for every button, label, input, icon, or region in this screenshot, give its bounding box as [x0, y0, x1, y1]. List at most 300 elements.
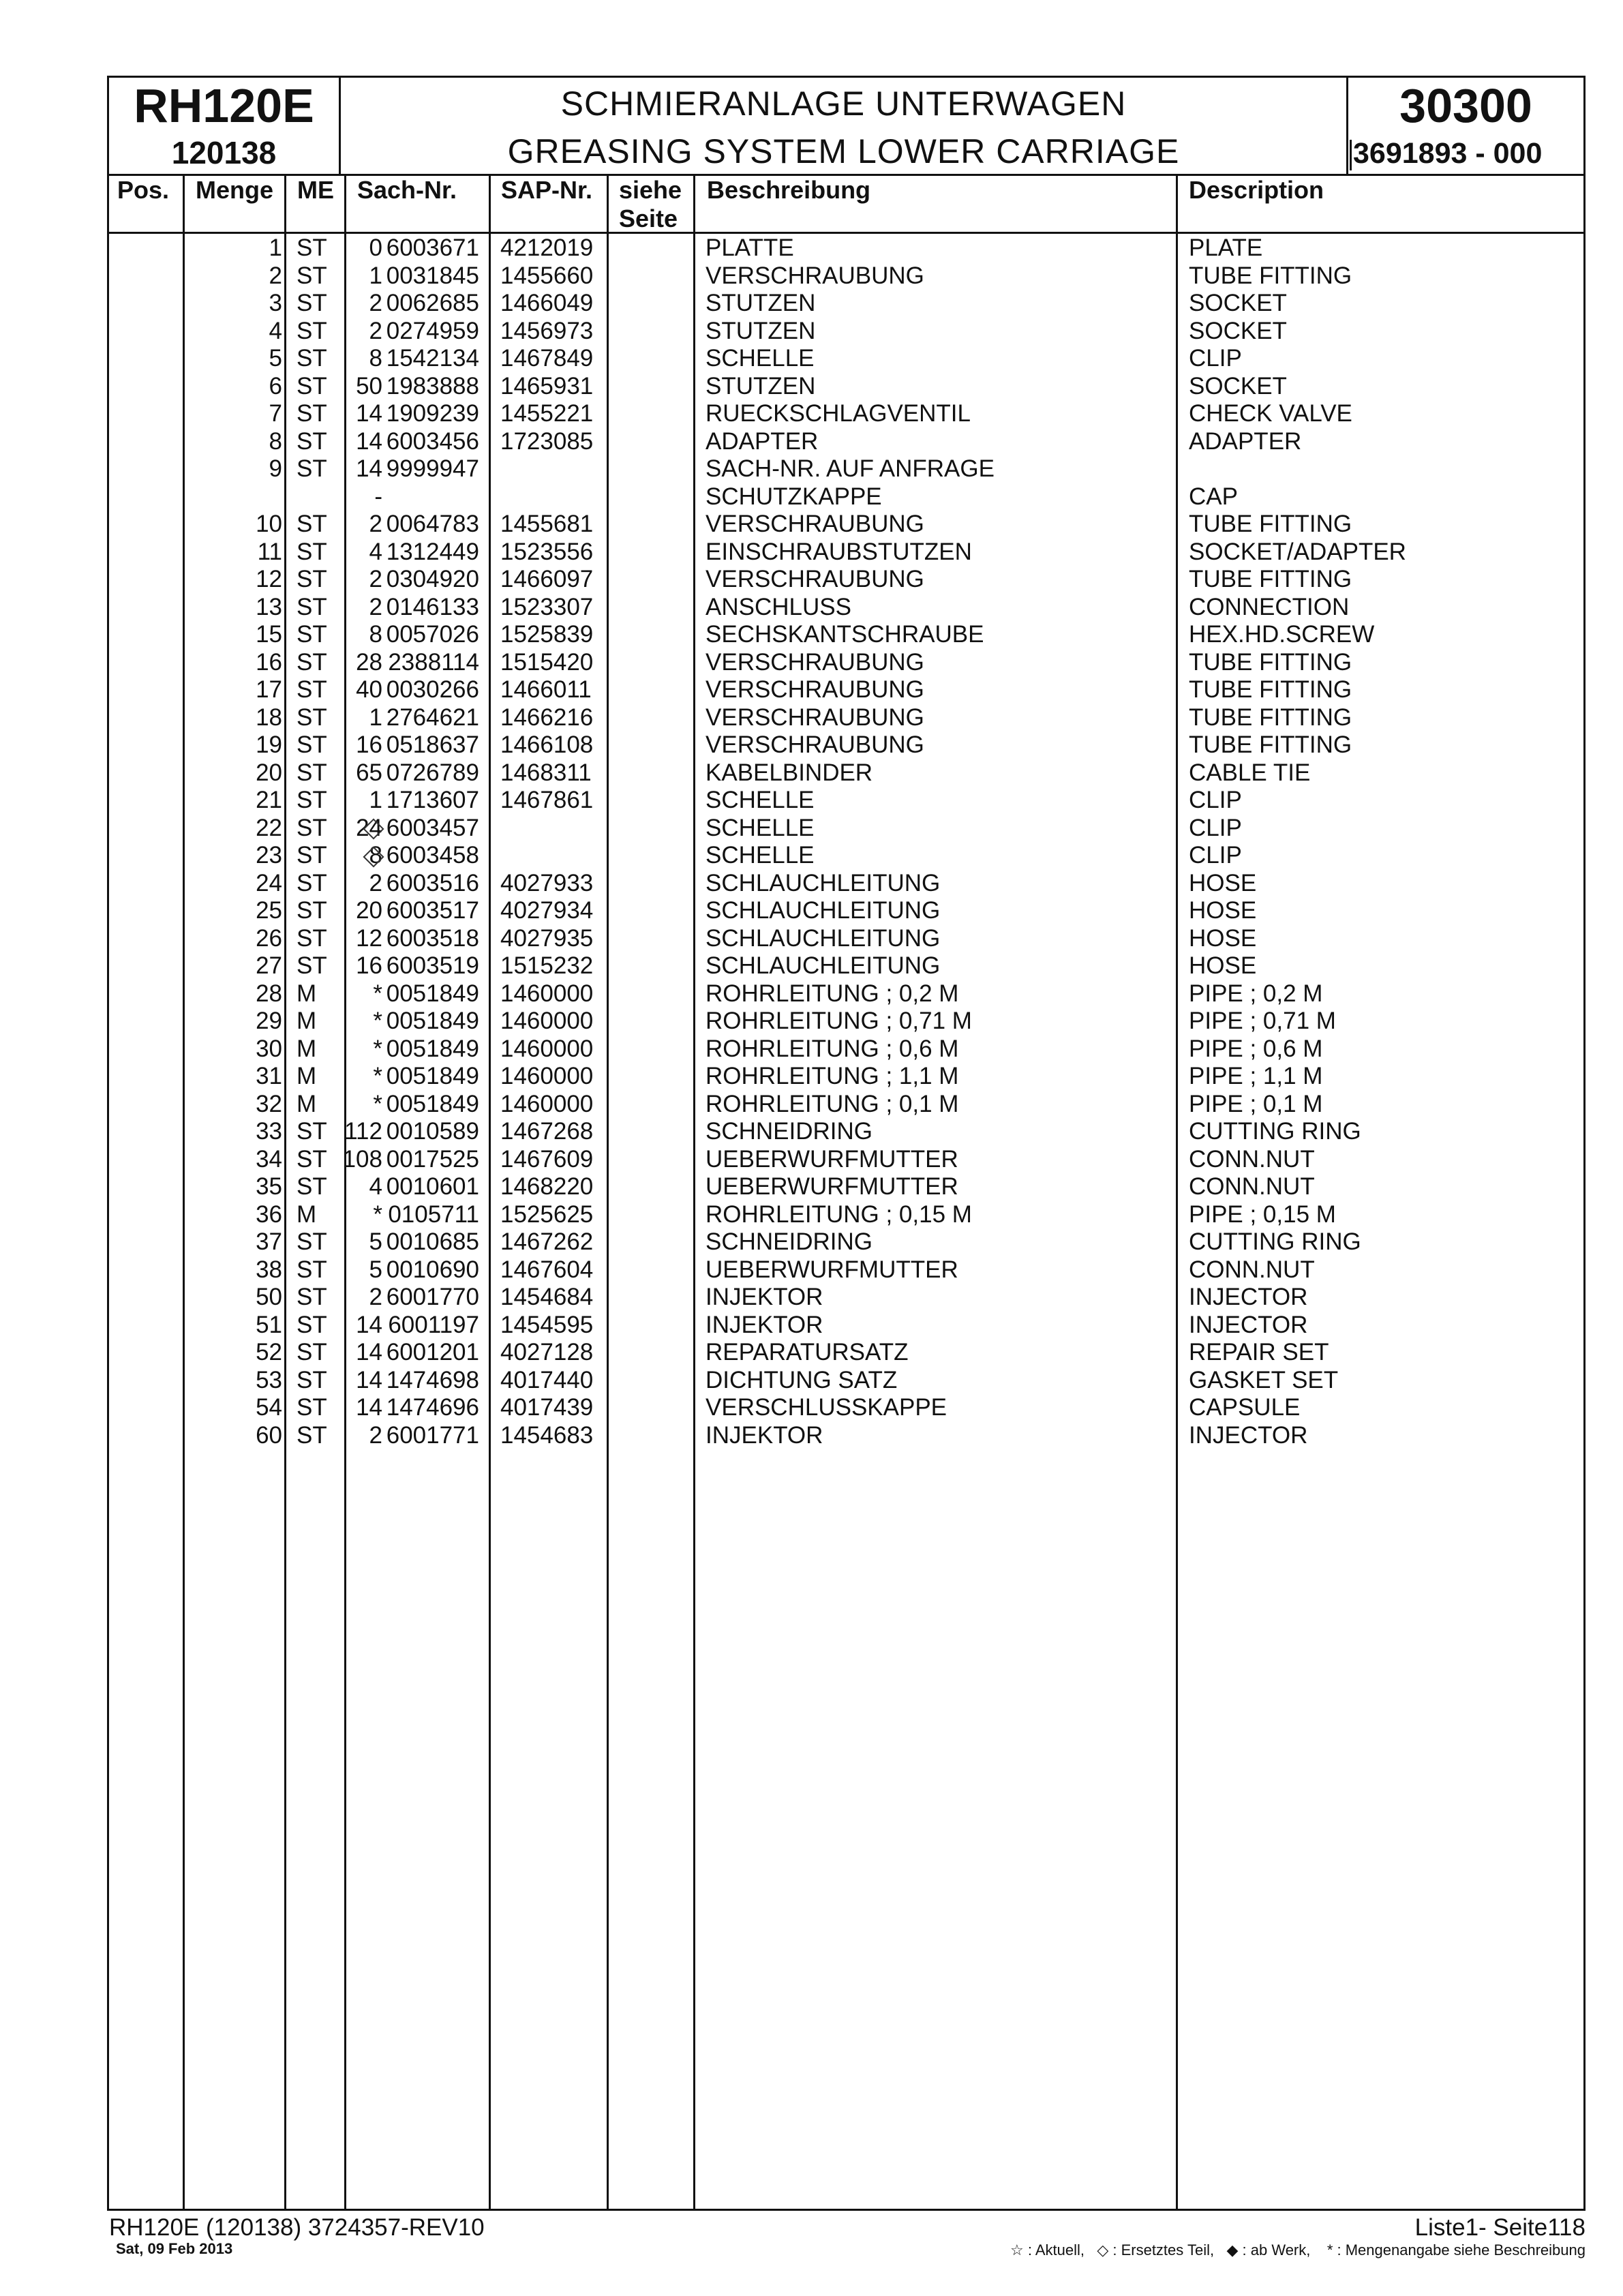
table-row: [107, 1339, 1586, 1366]
cell-pos: 5: [269, 345, 282, 372]
cell-desc-en: GASKET SET: [1189, 1366, 1339, 1393]
cell-desc-de: VERSCHRAUBUNG: [706, 676, 924, 703]
table-row: [107, 262, 1586, 290]
cell-qty: 14: [356, 1339, 382, 1365]
cell-part-no: 1713607: [386, 787, 479, 813]
table-row: [107, 1091, 1586, 1118]
cell-unit: ST: [297, 842, 327, 868]
group-number: 30300: [1399, 79, 1532, 132]
cell-part-no: 6003671: [386, 235, 479, 261]
cell-qty: 2: [369, 593, 382, 620]
cell-unit: ST: [297, 1421, 327, 1449]
table-row: [107, 428, 1586, 455]
cell-qty: 4: [369, 538, 382, 565]
cell-sap-no: 1467609: [500, 1145, 594, 1173]
cell-unit: ST: [297, 897, 327, 924]
cell-desc-en: PIPE ; 0,1 M: [1189, 1090, 1323, 1117]
cell-sap-no: 1460000: [500, 980, 594, 1007]
cell-sap-no: 1515420: [500, 648, 594, 676]
cell-desc-de: STUTZEN: [706, 290, 816, 316]
cell-desc-en: TUBE FITTING: [1189, 262, 1352, 289]
cell-sap-no: 1468311: [500, 759, 592, 786]
cell-desc-de: UEBERWURFMUTTER: [706, 1173, 958, 1200]
cell-part-no-text: 6003457: [386, 814, 479, 841]
col-header-part-no: Sach-Nr.: [357, 176, 457, 204]
cell-desc-en: SOCKET: [1189, 372, 1287, 399]
cell-qty: *: [373, 1035, 382, 1062]
cell-desc-en: TUBE FITTING: [1189, 704, 1352, 731]
cell-qty: 2: [369, 317, 382, 344]
cell-part-no: 6001770: [386, 1284, 479, 1310]
cell-part-no: 0051849: [386, 1090, 479, 1117]
cell-desc-de: PLATTE: [706, 235, 794, 261]
table-row: [107, 980, 1586, 1008]
cell-unit: ST: [297, 1145, 327, 1173]
cell-unit: ST: [297, 455, 327, 482]
cell-unit: ST: [297, 731, 327, 758]
cell-part-no: 0051849: [386, 1008, 479, 1034]
cell-qty: 16: [356, 952, 382, 979]
cell-desc-de: SCHELLE: [706, 345, 815, 372]
cell-unit: ST: [297, 676, 327, 703]
cell-sap-no: 1467849: [500, 345, 594, 372]
table-row: [107, 1008, 1586, 1035]
cell-unit: ST: [297, 290, 327, 316]
table-row: [107, 1118, 1586, 1145]
cell-pos: 18: [256, 704, 282, 731]
cell-sap-no: 4027934: [500, 897, 594, 924]
table-row: [107, 1201, 1586, 1228]
cell-qty: 2: [369, 566, 382, 592]
cell-desc-en: PLATE: [1189, 235, 1263, 261]
cell-qty: 2: [369, 1421, 382, 1449]
cell-sap-no: 1466011: [500, 676, 592, 703]
cell-part-no: 1542134: [386, 345, 479, 372]
cell-desc-de: INJEKTOR: [706, 1311, 823, 1338]
cell-sap-no: 4017440: [500, 1366, 594, 1393]
cell-part-no: 0726789: [386, 759, 479, 786]
table-row: [107, 1146, 1586, 1173]
cell-part-no: 6003519: [386, 952, 479, 979]
cell-desc-en: CONN.NUT: [1189, 1173, 1315, 1200]
col-header-qty: Menge: [196, 176, 274, 204]
cell-pos: 6: [269, 372, 282, 399]
cell-pos: 30: [256, 1035, 282, 1062]
cell-qty: 0: [369, 235, 382, 261]
cell-sap-no: 1466216: [500, 704, 594, 731]
cell-pos: 22: [256, 814, 282, 841]
table-row: [107, 566, 1586, 593]
cell-pos: 37: [256, 1228, 282, 1255]
table-row: [107, 842, 1586, 869]
cell-part-no: 6001771: [386, 1421, 479, 1449]
table-row: [107, 870, 1586, 897]
cell-qty: 1: [369, 262, 382, 289]
cell-qty: 8: [369, 842, 382, 868]
cell-pos: 27: [256, 952, 282, 979]
cell-part-no: 0010601: [386, 1173, 479, 1200]
cell-part-no: 0010589: [386, 1118, 479, 1145]
cell-unit: M: [297, 980, 317, 1007]
cell-desc-de: ROHRLEITUNG ; 0,15 M: [706, 1200, 972, 1228]
cell-sap-no: 1454684: [500, 1284, 594, 1310]
cell-desc-de: SCHLAUCHLEITUNG: [706, 869, 941, 896]
cell-desc-de: UEBERWURFMUTTER: [706, 1145, 958, 1173]
table-row: [107, 897, 1586, 924]
cell-sap-no: 1454595: [500, 1311, 594, 1338]
model-name: RH120E: [134, 79, 314, 132]
cell-pos: 53: [256, 1366, 282, 1393]
cell-unit: M: [297, 1200, 317, 1228]
cell-desc-de: SCHELLE: [706, 787, 815, 813]
column-header-divider: [107, 232, 1586, 234]
cell-qty: 2: [369, 290, 382, 316]
cell-pos: 54: [256, 1394, 282, 1421]
cell-unit: ST: [297, 1311, 327, 1338]
model-number: 120138: [171, 135, 277, 170]
cell-desc-en: INJECTOR: [1189, 1284, 1308, 1310]
table-row: [107, 455, 1586, 483]
cell-unit: ST: [297, 427, 327, 455]
cell-sap-no: 1466097: [500, 566, 594, 592]
cell-desc-en: TUBE FITTING: [1189, 566, 1352, 592]
document-number: 3691893 - 000: [1353, 137, 1543, 170]
cell-unit: ST: [297, 869, 327, 896]
cell-desc-de: INJEKTOR: [706, 1421, 823, 1449]
cell-part-no: 0031845: [386, 262, 479, 289]
cell-sap-no: 4027935: [500, 924, 594, 952]
cell-sap-no: 4212019: [500, 235, 594, 261]
table-row: [107, 1173, 1586, 1200]
cell-sap-no: 1467861: [500, 787, 594, 813]
cell-unit: ST: [297, 759, 327, 786]
cell-part-no: [366, 842, 479, 869]
cell-desc-de: VERSCHRAUBUNG: [706, 511, 924, 537]
cell-pos: 23: [256, 842, 282, 868]
cell-pos: 13: [256, 593, 282, 620]
cell-desc-de: UEBERWURFMUTTER: [706, 1256, 958, 1283]
cell-qty: 2: [369, 511, 382, 537]
cell-part-no: 6001197: [388, 1311, 479, 1338]
table-row: [107, 345, 1586, 372]
cell-desc-de: ROHRLEITUNG ; 0,71 M: [706, 1008, 972, 1034]
cell-part-no: 1909239: [386, 400, 479, 427]
cell-desc-en: CHECK VALVE: [1189, 400, 1352, 427]
cell-desc-de: RUECKSCHLAGVENTIL: [706, 400, 971, 427]
cell-desc-en: TUBE FITTING: [1189, 731, 1352, 758]
table-row: [107, 1256, 1586, 1284]
table-row: [107, 1284, 1586, 1311]
footer-date: Sat, 09 Feb 2013: [116, 2240, 233, 2257]
cell-qty: 5: [369, 1228, 382, 1255]
cell-qty: 4: [369, 1173, 382, 1200]
cell-unit: M: [297, 1063, 317, 1089]
cell-desc-de: SCHELLE: [706, 814, 815, 841]
cell-qty: 14: [356, 1311, 382, 1338]
cell-desc-de: SCHLAUCHLEITUNG: [706, 897, 941, 924]
cell-desc-de: SCHLAUCHLEITUNG: [706, 952, 941, 979]
cell-pos: 28: [256, 980, 282, 1007]
cell-part-no: 0518637: [386, 731, 479, 758]
cell-desc-de: VERSCHRAUBUNG: [706, 648, 924, 676]
cell-desc-de: INJEKTOR: [706, 1284, 823, 1310]
cell-part-no: 0051849: [386, 1063, 479, 1089]
cell-desc-en: CLIP: [1189, 787, 1242, 813]
cell-qty: 112: [344, 1118, 382, 1145]
cell-unit: ST: [297, 1173, 327, 1200]
cell-unit: ST: [297, 538, 327, 565]
cell-pos: 2: [269, 262, 282, 289]
cell-pos: 33: [256, 1118, 282, 1145]
cell-part-no: 0010690: [386, 1256, 479, 1283]
table-row: [107, 1367, 1586, 1394]
cell-pos: 17: [256, 676, 282, 703]
cell-qty: *: [373, 1008, 382, 1034]
cell-desc-en: INJECTOR: [1189, 1311, 1308, 1338]
cell-qty: 108: [342, 1145, 382, 1173]
cell-qty: 5: [369, 1256, 382, 1283]
cell-unit: ST: [297, 235, 327, 261]
legend-replaced: : Ersetztes Teil,: [1112, 2241, 1215, 2259]
cell-part-no-text: 6003458: [386, 842, 479, 868]
cell-unit: ST: [297, 787, 327, 813]
cell-pos: 29: [256, 1008, 282, 1034]
cell-desc-en: HOSE: [1189, 924, 1257, 952]
cell-desc-de: SECHSKANTSCHRAUBE: [706, 621, 984, 648]
cell-qty: 28: [356, 648, 382, 676]
cell-desc-en: TUBE FITTING: [1189, 511, 1352, 537]
cell-unit: ST: [297, 1366, 327, 1393]
table-row: [107, 400, 1586, 427]
cell-unit: ST: [297, 621, 327, 648]
table-row: [107, 1422, 1586, 1449]
cell-pos: 35: [256, 1173, 282, 1200]
col-header-pos: Pos.: [117, 176, 170, 204]
cell-qty: 2: [369, 1284, 382, 1310]
cell-qty: 1: [369, 787, 382, 813]
cell-desc-en: CLIP: [1189, 814, 1242, 841]
cell-desc-de: ROHRLEITUNG ; 0,1 M: [706, 1090, 959, 1117]
cell-pos: 52: [256, 1339, 282, 1365]
cell-unit: ST: [297, 372, 327, 399]
cell-sap-no: 1460000: [500, 1063, 594, 1089]
cell-qty: 20: [356, 897, 382, 924]
cell-pos: 36: [256, 1200, 282, 1228]
cell-qty: *: [373, 980, 382, 1007]
cell-unit: ST: [297, 648, 327, 676]
cell-unit: ST: [297, 1118, 327, 1145]
cell-pos: 3: [269, 290, 282, 316]
cell-sap-no: 1723085: [500, 427, 594, 455]
cell-sap-no: 4027128: [500, 1339, 594, 1365]
cell-qty: 8: [369, 621, 382, 648]
cell-desc-en: CONNECTION: [1189, 593, 1350, 620]
table-row: [107, 704, 1586, 731]
cell-sap-no: 1467268: [500, 1118, 594, 1145]
cell-part-no: 6003517: [386, 897, 479, 924]
diamond-filled-icon: ◆: [1226, 2241, 1239, 2259]
col-header-desc-de: Beschreibung: [707, 176, 871, 204]
cell-unit: ST: [297, 593, 327, 620]
cell-desc-de: SCHELLE: [706, 842, 815, 868]
cell-desc-de: DICHTUNG SATZ: [706, 1366, 898, 1393]
cell-unit: ST: [297, 1256, 327, 1283]
cell-unit: ST: [297, 1394, 327, 1421]
cell-qty: 14: [356, 455, 382, 482]
cell-desc-en: TUBE FITTING: [1189, 676, 1352, 703]
col-header-desc-en: Description: [1189, 176, 1324, 204]
cell-desc-en: PIPE ; 1,1 M: [1189, 1063, 1323, 1089]
cell-sap-no: 1465931: [500, 372, 594, 399]
cell-desc-de: EINSCHRAUBSTUTZEN: [706, 538, 972, 565]
title-german: SCHMIERANLAGE UNTERWAGEN: [560, 85, 1127, 123]
cell-sap-no: 1466108: [500, 731, 594, 758]
cell-sap-no: 1455681: [500, 511, 594, 537]
table-row: [107, 511, 1586, 538]
cell-desc-de: SCHUTZKAPPE: [706, 483, 882, 510]
cell-desc-en: PIPE ; 0,2 M: [1189, 980, 1323, 1007]
cell-sap-no: 1523307: [500, 593, 594, 620]
cell-pos: 51: [256, 1311, 282, 1338]
cell-desc-en: REPAIR SET: [1189, 1339, 1329, 1365]
title-english: GREASING SYSTEM LOWER CARRIAGE: [507, 132, 1180, 170]
cell-desc-de: ANSCHLUSS: [706, 593, 851, 620]
cell-pos: 15: [256, 621, 282, 648]
table-row: [107, 594, 1586, 621]
col-header-see-page-2: Seite: [619, 205, 678, 232]
table-row: [107, 621, 1586, 648]
diamond-outline-icon: ◇: [1097, 2241, 1109, 2259]
col-header-me: ME: [297, 176, 334, 204]
table-row: [107, 676, 1586, 704]
cell-unit: ST: [297, 566, 327, 592]
cell-desc-en: CUTTING RING: [1189, 1228, 1361, 1255]
table-row: [107, 318, 1586, 345]
table-row: [107, 1394, 1586, 1421]
cell-qty: 14: [356, 1394, 382, 1421]
table-row: [107, 1312, 1586, 1339]
cell-pos: 12: [256, 566, 282, 592]
cell-part-no: 0051849: [386, 1035, 479, 1062]
cell-unit: M: [297, 1035, 317, 1062]
cell-desc-de: REPARATURSATZ: [706, 1339, 909, 1365]
cell-unit: ST: [297, 1339, 327, 1365]
cell-part-no: 0051849: [386, 980, 479, 1007]
legend-current: : Aktuell,: [1027, 2241, 1084, 2259]
cell-desc-en: CAP: [1189, 483, 1238, 510]
cell-unit: M: [297, 1008, 317, 1034]
cell-desc-en: INJECTOR: [1189, 1421, 1308, 1449]
cell-qty: 14: [356, 427, 382, 455]
cell-part-no: 2388114: [388, 648, 479, 676]
cell-desc-en: SOCKET: [1189, 290, 1287, 316]
cell-qty: 40: [356, 676, 382, 703]
cell-unit: ST: [297, 345, 327, 372]
cell-desc-en: CAPSULE: [1189, 1394, 1301, 1421]
cell-desc-de: VERSCHRAUBUNG: [706, 731, 924, 758]
cell-part-no: 0304920: [386, 566, 479, 592]
cell-sap-no: 4027933: [500, 869, 594, 896]
table-row: [107, 1036, 1586, 1063]
cell-desc-de: STUTZEN: [706, 372, 816, 399]
replaced-part-icon: [363, 846, 384, 867]
cell-desc-en: TUBE FITTING: [1189, 648, 1352, 676]
table-row: [107, 815, 1586, 842]
cell-pos: 11: [257, 538, 282, 565]
legend-quantity: * : Mengenangabe siehe Beschreibung: [1326, 2241, 1586, 2259]
cell-part-no: 0274959: [386, 317, 479, 344]
cell-desc-de: SCHNEIDRING: [706, 1228, 873, 1255]
cell-part-no: 6003518: [386, 924, 479, 952]
cell-qty: 14: [356, 400, 382, 427]
cell-desc-de: VERSCHRAUBUNG: [706, 704, 924, 731]
cell-desc-en: HOSE: [1189, 952, 1257, 979]
cell-pos: 25: [256, 897, 282, 924]
cell-desc-de: STUTZEN: [706, 317, 816, 344]
cell-qty: 12: [356, 924, 382, 952]
legend-factory: : ab Werk,: [1242, 2241, 1311, 2259]
cell-qty: 65: [356, 759, 382, 786]
cell-part-no: [366, 815, 479, 842]
cell-sap-no: 1467262: [500, 1228, 594, 1255]
footer-doc-ref: RH120E (120138) 3724357-REV10: [109, 2214, 485, 2241]
cell-sap-no: 1455221: [500, 400, 594, 427]
footer-legend: [1010, 2241, 1586, 2259]
cell-sap-no: 1460000: [500, 1090, 594, 1117]
cell-pos: 9: [269, 455, 282, 482]
cell-desc-de: ROHRLEITUNG ; 0,2 M: [706, 980, 959, 1007]
cell-sap-no: 1523556: [500, 538, 594, 565]
cell-sap-no: 1515232: [500, 952, 594, 979]
cell-desc-en: CLIP: [1189, 345, 1242, 372]
cell-sap-no: 1468220: [500, 1173, 594, 1200]
col-header-see-page: siehe: [619, 176, 682, 204]
cell-pos: 31: [256, 1063, 282, 1089]
cell-unit: ST: [297, 952, 327, 979]
cell-sap-no: 1467604: [500, 1256, 594, 1283]
cell-part-no: 1312449: [386, 538, 479, 565]
cell-part-no: 0146133: [386, 593, 479, 620]
col-header-sap-no: SAP-Nr.: [501, 176, 593, 204]
cell-qty: 1: [369, 704, 382, 731]
cell-sap-no: 1454683: [500, 1421, 594, 1449]
cell-pos: 16: [256, 648, 282, 676]
cell-unit: ST: [297, 924, 327, 952]
cell-desc-de: SACH-NR. AUF ANFRAGE: [706, 455, 995, 482]
cell-pos: 10: [256, 511, 282, 537]
cell-qty: 14: [356, 1366, 382, 1393]
cell-pos: 21: [256, 787, 282, 813]
cell-desc-en: HEX.HD.SCREW: [1189, 621, 1375, 648]
cell-unit: M: [297, 1090, 317, 1117]
cell-sap-no: 1525839: [500, 621, 594, 648]
cell-desc-de: ADAPTER: [706, 427, 819, 455]
cell-unit: ST: [297, 814, 327, 841]
cell-desc-de: VERSCHRAUBUNG: [706, 566, 924, 592]
table-row: [107, 731, 1586, 759]
cell-unit: ST: [297, 262, 327, 289]
cell-pos: 60: [256, 1421, 282, 1449]
cell-unit: ST: [297, 511, 327, 537]
cell-pos: 8: [269, 427, 282, 455]
cell-pos: 34: [256, 1145, 282, 1173]
doc-number-bar: [1350, 140, 1352, 170]
cell-unit: ST: [297, 1284, 327, 1310]
cell-desc-en: CONN.NUT: [1189, 1256, 1315, 1283]
table-row: [107, 1063, 1586, 1090]
table-row: [107, 925, 1586, 952]
cell-desc-en: HOSE: [1189, 869, 1257, 896]
